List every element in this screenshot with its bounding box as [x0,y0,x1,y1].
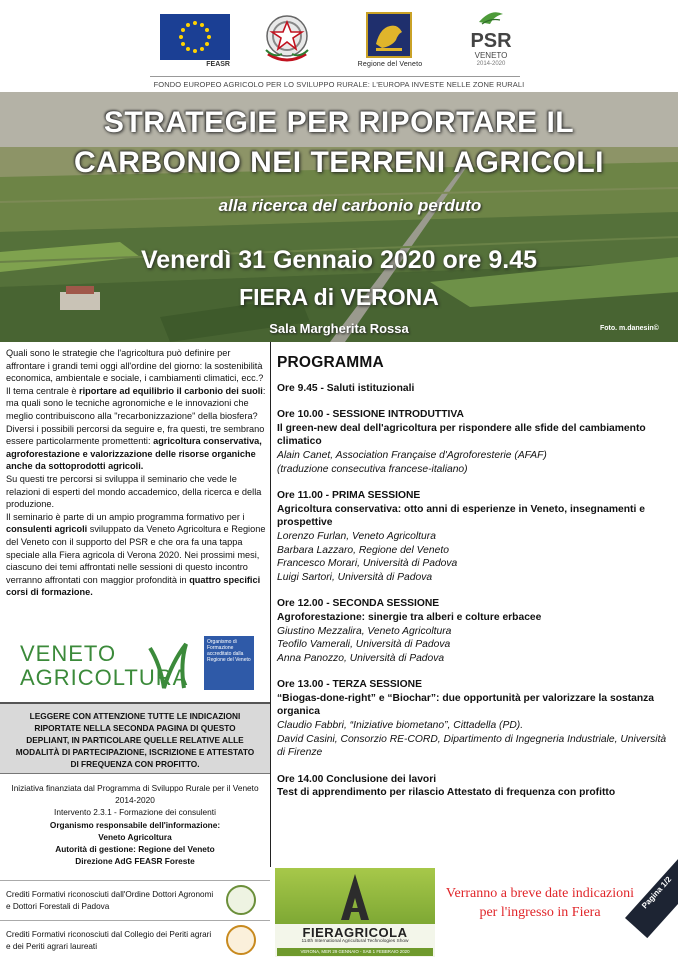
left-column [0,342,270,957]
credit-row-periti [0,920,270,957]
session-seconda [277,597,675,665]
session-introduttiva [277,408,675,476]
psr-years: 2014-2020 [476,61,506,67]
intro-paragraph-5 [6,511,268,599]
subtitle: alla ricerca del carbonio perduto [218,196,482,215]
fieragricola-banner [275,868,435,924]
va-swoosh-icon [146,634,206,694]
session-topic: “Biogas-done-right” e “Biochar”: due opportunità per valorizzare la sostanza organica [277,692,655,718]
funding-line-5: Autorità di gestione: Regione del Veneto [55,844,215,855]
funding-info [0,782,270,867]
va-line-2: AGRICOLTURA [20,665,189,690]
agronomi-seal-icon [226,885,256,915]
fieragricola-logo [275,868,435,957]
event-venue: FIERA di VERONA [239,284,439,310]
notice-box: LEGGERE CON ATTENZIONE TUTTE LE INDICAZIONI RIPORTATE NELLA SECONDA PAGINA DI QUESTO DEPLIANT, IN PARTICOLARE QUELLE RELATIVE ALLE MODALITÀ DI PARTECIPAZIONE, ISCRIZIONE E ATTESTATO DI FREQUENZA CON PROFITTO. [0,702,270,774]
session-time: Ore 13.00 - TERZA SESSIONE [277,679,422,691]
intro-text [6,347,268,599]
veneto-region-label: Regione del Veneto [357,61,423,68]
session-topic: Agroforestazione: sinergie tra alberi e colture erbacee [277,611,542,623]
periti-seal-icon [226,925,256,955]
italian-republic-emblem-icon [262,10,312,66]
session-time: Ore 12.00 - SECONDA SESSIONE [277,598,440,610]
credit-row-agronomi [0,880,270,918]
fieragricola-a-icon [275,868,435,924]
speaker: David Casini, Consorzio RE-CORD, Dipartimento di Ingegneria Industriale, Università di Firenze [277,733,667,759]
event-hall: Sala Margherita Rossa [269,321,409,336]
programme [277,356,675,813]
speaker: Lorenzo Furlan, Veneto Agricoltura [277,530,436,542]
fieragricola-wordmark: FIERAGRICOLA [302,925,408,940]
speaker: Teofilo Vamerali, Università di Padova [277,639,451,651]
funding-line-4: Veneto Agricoltura [98,831,172,842]
funding-line-2: Intervento 2.3.1 - Formazione dei consulenti [54,807,216,818]
closing-text: Test di apprendimento per rilascio Attestato di frequenza con profitto [277,787,616,799]
credit-text-agronomi: Crediti Formativi riconosciuti dall'Ordine Dottori Agronomi e Dottori Forestali di Padova [6,890,214,911]
speaker: Alain Canet, Association Française d'Agroforesterie (AFAF) [277,449,547,461]
page-indicator: Pagina 1/2 [625,859,678,939]
intro-paragraph-2 [6,385,268,423]
veneto-agricoltura-logo [20,634,254,694]
programme-welcome [277,382,675,396]
veneto-lion-shield-icon [366,12,412,58]
intro-p5-end: quattro specifici corsi di formazione. [6,574,261,598]
intro-p5-start: Il seminario è parte di un ampio programma formativo per i [6,511,245,522]
intro-p3-bold: agricoltura conservativa, agroforestazione e valorizzazione delle risorse organiche anche da sottoprodotti agricoli. [6,436,262,472]
closing-time: Ore 14.00 Conclusione dei lavori [277,773,437,785]
funding-line-6: Direzione AdG FEASR Foreste [75,856,195,867]
intro-p2-bold: riportare ad equilibrio il carbonio dei suoli [79,385,263,396]
speaker: Anna Panozzo, Università di Padova [277,652,445,664]
psr-leaf-icon [476,6,506,26]
speaker: Luigi Sartori, Università di Padova [277,571,433,583]
programme-title: PROGRAMMA [277,354,384,371]
header-divider [150,76,520,77]
psr-region: VENETO [474,51,508,60]
event-date: Venerdì 31 Gennaio 2020 ore 9.45 [140,246,538,274]
funding-line-1: Iniziativa finanziata dal Programma di Sviluppo Rurale per il Veneto 2014-2020 [11,783,259,806]
speaker: Francesco Morari, Università di Padova [277,558,458,570]
intro-paragraph-4: Su questi tre percorsi si sviluppa il seminario che vede le relazioni di esperti del mondo accademico, della ricerca e della produzione. [6,473,262,510]
session-time: Ore 11.00 - PRIMA SESSIONE [277,490,421,502]
fund-line: FONDO EUROPEO AGRICOLO PER LO SVILUPPO RURALE: L'EUROPA INVESTE NELLE ZONE RURALI [153,80,525,89]
accreditation-badge: Organismo di Formazione accreditato dalla Regione del Veneto [204,636,254,690]
va-line-1: VENETO [20,641,117,666]
fieragricola-subtitle: 114th International Agricultural Technologies Show [301,939,409,944]
intro-paragraph-3 [6,423,268,473]
eu-label: FEASR [206,61,230,68]
intro-p2-end: : ma quali sono le tecniche agronomiche e le innovazioni che meglio contribuiscono alla "recarbonizzazione" della biosfera? [6,385,266,421]
entry-note: Verranno a breve date indicazioni per l'ingresso in Fiera [445,886,635,920]
session-prima [277,489,675,584]
hero-banner [0,92,678,342]
welcome-time: Ore 9.45 - Saluti istituzionali [277,382,415,394]
photo-credit: Foto. m.danesin© [600,325,659,332]
session-terza [277,678,675,760]
credit-text-periti: Crediti Formativi riconosciuti dal Collegio dei Periti agrari e dei Periti agrari laureati [6,930,212,951]
title-line-1: STRATEGIE PER RIPORTARE IL [103,106,575,139]
session-time: Ore 10.00 - SESSIONE INTRODUTTIVA [277,409,464,421]
column-divider [270,342,271,867]
eu-flag-icon [160,14,230,60]
psr-title: PSR [470,30,512,52]
funding-line-3: Organismo responsabile dell'informazione: [49,819,221,830]
psr-veneto-logo [466,6,516,76]
intro-p5-bold: consulenti agricoli [6,524,88,535]
speaker: Claudio Fabbri, “Iniziative biometano”, Cittadella (PD). [277,720,524,732]
intro-p3-start: Diversi i possibili percorsi da seguire e, fra questi, tre sembrano essere particolarmente promettenti: [6,423,265,447]
session-closing [277,773,675,800]
intro-paragraph-1: Quali sono le strategie che l'agricoltura può definire per affrontare i grandi temi oggi all'ordine del giorno: la sostenibilità economica, ambientale e sociale, i cambiamenti climatici, ecc.? [6,348,264,384]
intro-p5-middle: sviluppato da Veneto Agricoltura e Regione del Veneto con il supporto del PSR e che ora fa una tappa speciale alla Fiera agricola di Verona 2020. Nei prossimi mesi, ciascuno dei temi affrontati nelle sessioni di questo incontro verranno affrontati con maggior profondità in [6,524,266,585]
translation-note: (traduzione consecutiva francese-italiano) [277,463,468,475]
intro-p2-start: Il tema centrale è [6,385,80,396]
session-topic: Agricoltura conservativa: otto anni di esperienze in Veneto, insegnamenti e prospettive [277,503,645,529]
speaker: Barbara Lazzaro, Regione del Veneto [277,544,449,556]
header-logos [0,0,678,95]
fieragricola-dates: VERONA, MER 29 GENNAIO - SAB 1 FEBBRAIO 2020 [277,948,433,956]
speaker: Giustino Mezzalira, Veneto Agricoltura [277,625,452,637]
title-line-2: CARBONIO NEI TERRENI AGRICOLI [73,146,605,179]
session-topic: Il green-new deal dell'agricoltura per rispondere alle sfide del cambiamento climatico [277,422,646,448]
